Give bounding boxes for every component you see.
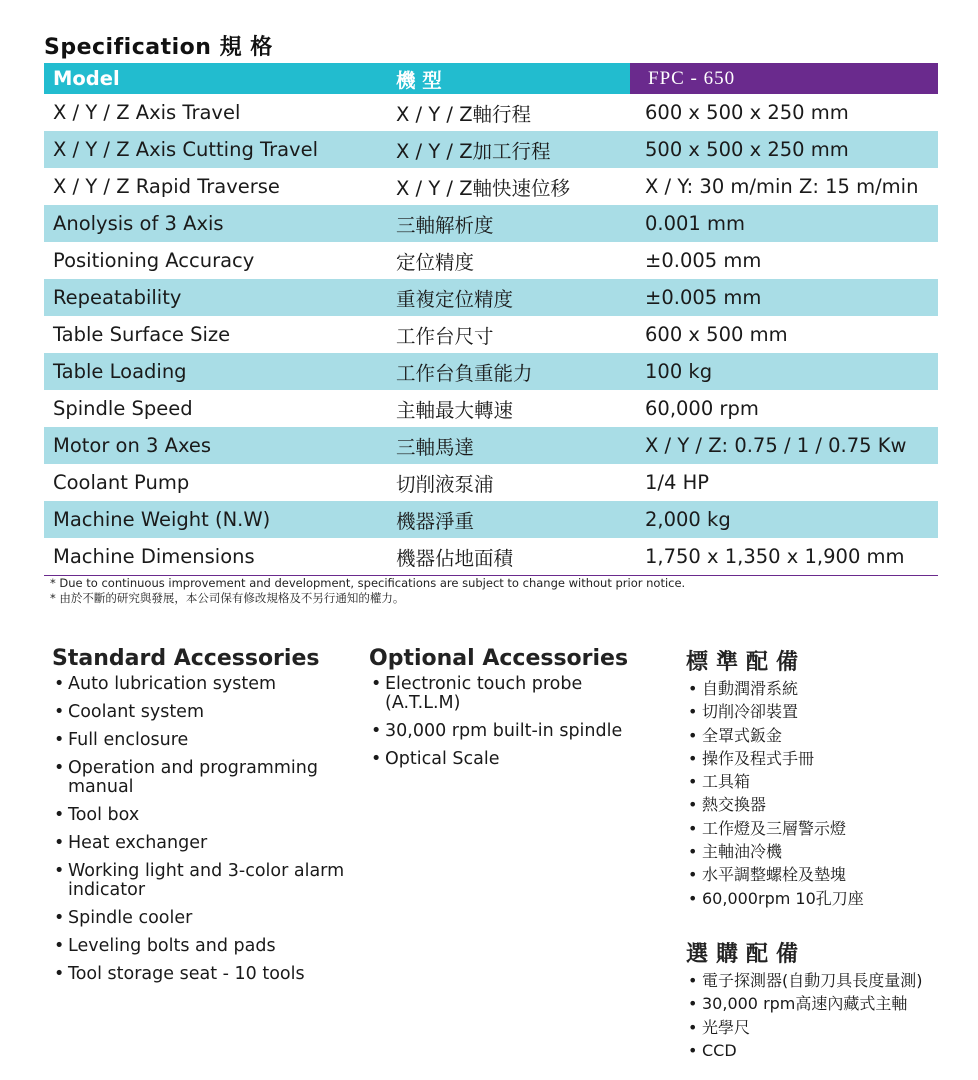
list-item: • Operation and programming manual [52,759,352,797]
table-row [44,464,938,501]
footnote-en: * Due to continuous improvement and development, specifications are subject to change without prior notice. [50,576,686,590]
list-item: • 工具箱 [686,773,956,791]
list-item: • Electronic touch probe (A.T.L.M) [369,675,644,713]
row-value: 600 x 500 x 250 mm [645,101,849,124]
list-item: • 30,000 rpm built-in spindle [369,722,644,741]
list-item: • Heat exchanger [52,834,352,853]
list-item: • Leveling bolts and pads [52,937,352,956]
list-item: • 操作及程式手冊 [686,750,956,768]
row-label-zh: X / Y / Z軸行程 [396,102,532,126]
row-label-zh: 機器佔地面積 [396,546,514,570]
row-label-en: X / Y / Z Axis Cutting Travel [53,138,319,161]
list-item: • Auto lubrication system [52,675,352,694]
list-item: • 電子探測器(自動刀具長度量測) [686,972,956,990]
standard-accessories [52,646,352,993]
row-label-en: Coolant Pump [53,471,190,494]
standard-accessories-list [52,675,352,984]
standard-accessories-zh-heading: 標準配備 [686,650,807,675]
row-label-en: Table Loading [53,360,187,383]
row-label-en: Repeatability [53,286,182,309]
table-row [44,168,938,205]
row-value: 500 x 500 x 250 mm [645,138,849,161]
list-item: • 切削冷卻裝置 [686,703,956,721]
list-item: • 光學尺 [686,1019,956,1037]
table-row [44,353,938,390]
list-item: • Optical Scale [369,750,644,769]
list-item: • 30,000 rpm高速內藏式主軸 [686,995,956,1013]
list-item: • 自動潤滑系統 [686,680,956,698]
footnotes [50,576,685,606]
footnote-zh: * 由於不斷的研究與發展，本公司保有修改規格及不另行通知的權力。 [50,591,405,605]
row-label-zh: 切削液泵浦 [396,472,494,496]
table-row [44,501,938,538]
list-item: • 60,000rpm 10孔刀座 [686,890,956,908]
row-label-zh: 三軸馬達 [396,435,475,459]
list-item: • Working light and 3-color alarm indicator [52,862,352,900]
table-row [44,131,938,168]
row-value: 1/4 HP [645,471,710,494]
header-model: Model [53,67,120,90]
row-label-en: Machine Dimensions [53,545,255,568]
list-item: • 水平調整螺栓及墊塊 [686,866,956,884]
list-item: • 主軸油冷機 [686,843,956,861]
row-label-en: Table Surface Size [53,323,231,346]
list-item: • 工作燈及三層警示燈 [686,820,956,838]
optional-accessories-zh-heading: 選購配備 [686,942,807,967]
row-label-zh: 機器淨重 [396,509,475,533]
row-label-en: X / Y / Z Rapid Traverse [53,175,280,198]
table-row [44,316,938,353]
page-title: Specification 規 格 [44,35,273,60]
row-value: X / Y: 30 m/min Z: 15 m/min [645,175,919,198]
list-item: • 熱交換器 [686,796,956,814]
table-row [44,94,938,131]
header-model-zh: 機 型 [396,68,442,92]
row-label-en: Spindle Speed [53,397,193,420]
optional-accessories-list [369,675,644,769]
table-row [44,538,938,576]
optional-accessories-heading: Optional Accessories [369,646,629,671]
list-item: • CCD [686,1042,956,1060]
row-label-zh: 定位精度 [396,250,475,274]
table-header [44,63,938,94]
row-label-en: Anolysis of 3 Axis [53,212,224,235]
row-label-zh: X / Y / Z軸快速位移 [396,176,571,200]
table-row [44,242,938,279]
list-item: • Tool storage seat - 10 tools [52,965,352,984]
table-row [44,390,938,427]
row-value: 600 x 500 mm [645,323,788,346]
row-label-zh: 工作台負重能力 [396,361,533,385]
row-value: 60,000 rpm [645,397,759,420]
table-row [44,279,938,316]
header-model-value: FPC - 650 [630,63,938,94]
row-value: ±0.005 mm [645,249,762,272]
row-label-en: Positioning Accuracy [53,249,255,272]
row-label-zh: 三軸解析度 [396,213,494,237]
list-item: • Tool box [52,806,352,825]
list-item: • Coolant system [52,703,352,722]
table-row [44,427,938,464]
optional-accessories-zh [686,937,956,1065]
list-item: • Spindle cooler [52,909,352,928]
list-item: • 全罩式鈑金 [686,727,956,745]
standard-accessories-heading: Standard Accessories [52,646,320,671]
row-value: 100 kg [645,360,713,383]
list-item: • Full enclosure [52,731,352,750]
row-label-zh: 主軸最大轉速 [396,398,514,422]
row-label-en: X / Y / Z Axis Travel [53,101,241,124]
row-value: 0.001 mm [645,212,746,235]
table-row [44,205,938,242]
row-label-en: Machine Weight (N.W) [53,508,271,531]
row-label-zh: 重複定位精度 [396,287,514,311]
standard-accessories-zh [686,645,956,913]
spec-table [44,63,938,576]
standard-accessories-zh-list [686,680,956,908]
row-label-zh: X / Y / Z加工行程 [396,139,551,163]
row-value: 2,000 kg [645,508,731,531]
row-label-zh: 工作台尺寸 [396,324,494,348]
row-label-en: Motor on 3 Axes [53,434,212,457]
optional-accessories [369,646,644,778]
optional-accessories-zh-list [686,972,956,1060]
row-value: X / Y / Z: 0.75 / 1 / 0.75 Kw [645,434,907,457]
row-value: 1,750 x 1,350 x 1,900 mm [645,545,905,568]
row-value: ±0.005 mm [645,286,762,309]
